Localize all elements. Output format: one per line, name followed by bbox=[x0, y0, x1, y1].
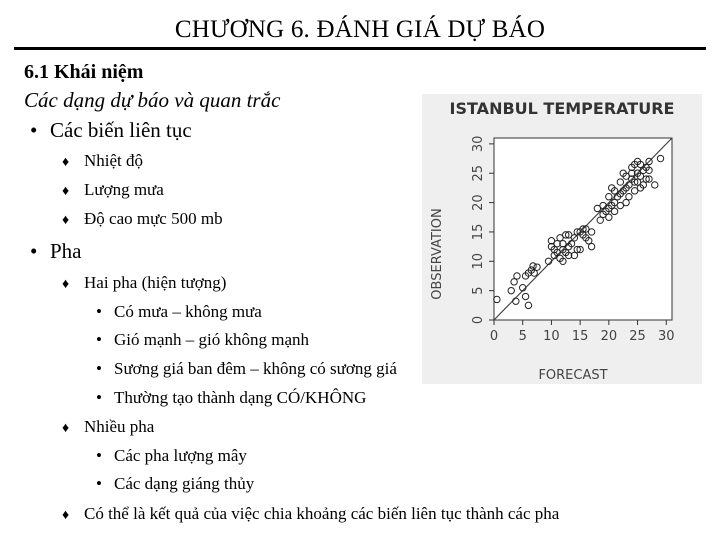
list-item: ♦ Nhiều pha bbox=[62, 417, 155, 436]
x-tick-label: 20 bbox=[600, 329, 618, 344]
diamond-bullet-icon: ♦ bbox=[62, 421, 70, 436]
diamond-bullet-icon: ♦ bbox=[62, 155, 70, 170]
sub-list-item: • Thường tạo thành dạng CÓ/KHÔNG bbox=[96, 388, 367, 407]
x-tick-label: 5 bbox=[518, 329, 527, 344]
x-tick-label: 15 bbox=[571, 329, 589, 344]
x-tick-label: 10 bbox=[543, 329, 560, 344]
bullet-marker: • bbox=[96, 388, 102, 407]
section-heading: 6.1 Khái niệm bbox=[24, 61, 144, 83]
x-tick-label: 30 bbox=[657, 329, 675, 344]
y-tick-label: 20 bbox=[471, 194, 486, 211]
x-tick-label: 25 bbox=[629, 329, 646, 344]
bullet-marker: • bbox=[30, 239, 38, 263]
bullet-phases bbox=[30, 239, 82, 264]
sub-list-item: • Các pha lượng mây bbox=[96, 446, 247, 465]
sub-list-item: • Sương giá ban đêm – không có sương giá bbox=[96, 359, 397, 378]
list-item: ♦ Có thể là kết quả của việc chia khoảng các biến liên tục thành các pha bbox=[62, 504, 560, 523]
sub-list-item: • Các dạng giáng thủy bbox=[96, 474, 255, 493]
y-tick-label: 10 bbox=[471, 253, 486, 270]
y-axis-label: OBSERVATION bbox=[430, 208, 445, 300]
bullet-marker: • bbox=[96, 302, 102, 321]
bullet-marker: • bbox=[96, 359, 102, 378]
bullet-continuous-variables bbox=[30, 118, 192, 143]
y-tick-label: 25 bbox=[471, 164, 486, 182]
diamond-bullet-icon: ♦ bbox=[62, 184, 70, 199]
title-divider bbox=[14, 47, 706, 50]
diamond-bullet-icon: ♦ bbox=[62, 277, 70, 292]
subtitle: Các dạng dự báo và quan trắc bbox=[24, 88, 281, 112]
x-tick-label: 0 bbox=[489, 329, 499, 344]
diamond-bullet-icon: ♦ bbox=[62, 213, 70, 228]
bullet-marker: • bbox=[96, 330, 102, 349]
y-tick-label: 5 bbox=[471, 286, 486, 295]
scatter-plot bbox=[422, 94, 702, 384]
list-item: ♦ Nhiệt độ bbox=[62, 151, 144, 170]
bullet-label: Pha bbox=[50, 239, 82, 263]
y-tick-label: 0 bbox=[471, 315, 486, 325]
chart-title: ISTANBUL TEMPERATURE bbox=[449, 99, 675, 118]
list-item: ♦ Lượng mưa bbox=[62, 180, 164, 199]
x-axis-label: FORECAST bbox=[538, 368, 608, 383]
sub-list-item: • Gió mạnh – gió không mạnh bbox=[96, 330, 310, 349]
y-tick-label: 15 bbox=[471, 223, 486, 241]
y-tick-label: 30 bbox=[471, 135, 486, 153]
bullet-marker: • bbox=[96, 446, 102, 465]
istanbul-temperature-chart bbox=[422, 94, 702, 384]
page-title: CHƯƠNG 6. ĐÁNH GIÁ DỰ BÁO bbox=[174, 16, 546, 43]
list-item: ♦ Độ cao mực 500 mb bbox=[62, 209, 223, 228]
bullet-label: Các biến liên tục bbox=[50, 118, 192, 142]
bullet-marker: • bbox=[30, 118, 38, 142]
diamond-bullet-icon: ♦ bbox=[62, 508, 70, 523]
list-item: ♦ Hai pha (hiện tượng) bbox=[62, 273, 227, 292]
bullet-marker: • bbox=[96, 474, 102, 493]
sub-list-item: • Có mưa – không mưa bbox=[96, 302, 262, 321]
plot-area bbox=[471, 136, 675, 344]
